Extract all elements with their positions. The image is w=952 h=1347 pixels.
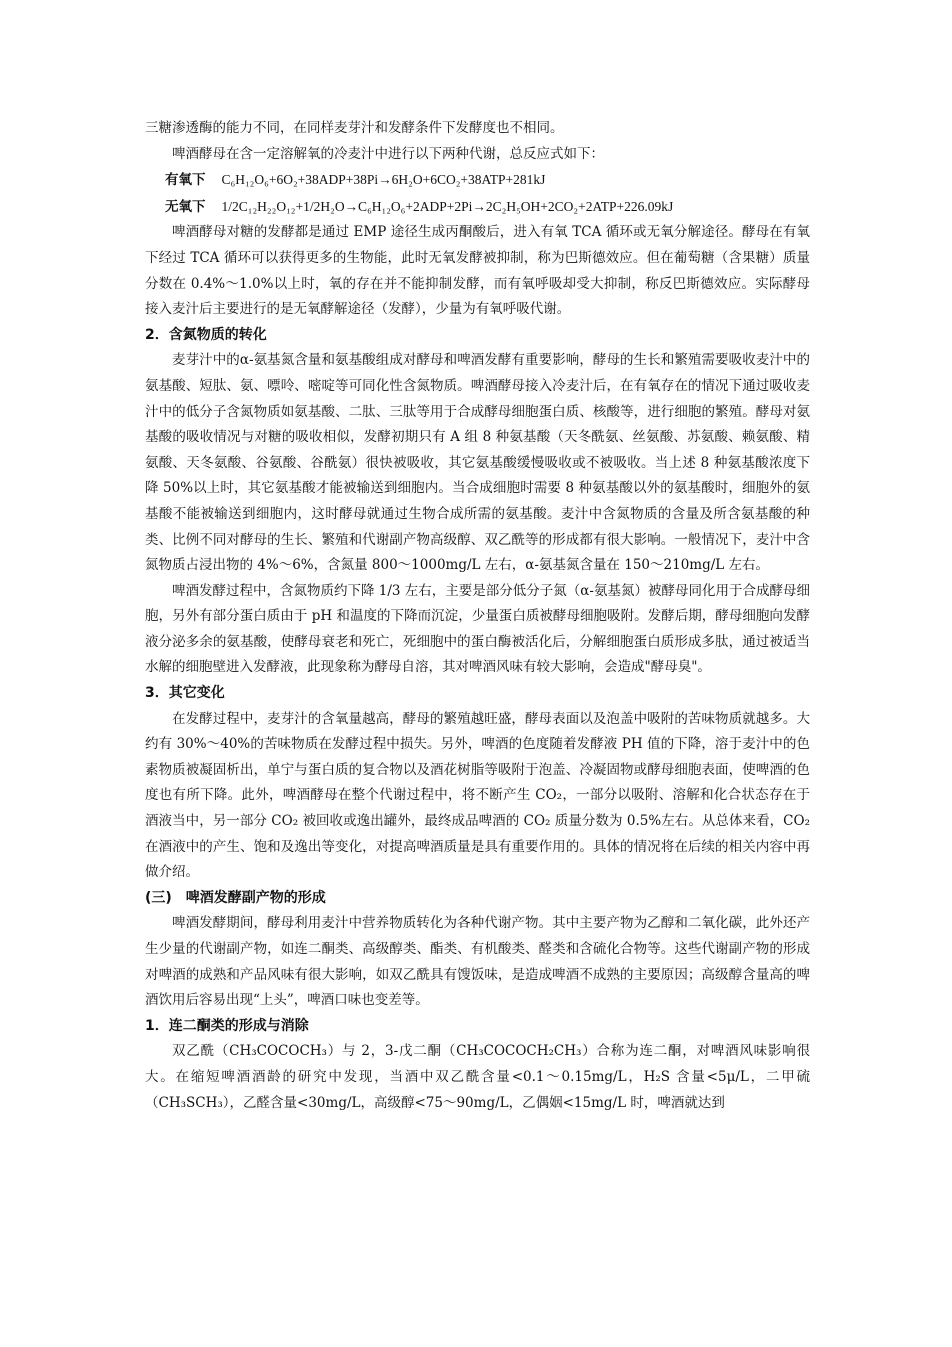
paragraph-emp: 啤酒酵母对糖的发酵都是通过 EMP 途径生成丙酮酸后，进入有氧 TCA 循环或无氧分解途径。酵母在有氧下经过 TCA 循环可以获得更多的生物能，此时无氧发酵被抑制，称为巴斯德效应。但在葡萄糖（含果糖）质量分数在 0.4%～1.0%以上时，氧的存在并不能抑制发酵，而有氧呼吸却受大抑制，称反巴斯德效应。实际酵母接入麦汁后主要进行的是无氧酵解途径（发酵），少量为有氧呼吸代谢。 bbox=[145, 224, 810, 318]
heading-diketone: 1．连二酮类的形成与消除 bbox=[145, 1017, 309, 1034]
equation-anaerobic-formula: 1/2C₁₂H₂₂O₁₂+1/2H₂O→C₆H₁₂O₆+2ADP+2Pi→2C₂H₅OH+2CO₂+2ATP+226.09kJ bbox=[221, 198, 674, 214]
equation-aerobic-formula: C₆H₁₂O₆+6O₂+38ADP+38Pi→6H₂O+6CO₂+38ATP+281kJ bbox=[221, 172, 546, 188]
equation-anaerobic-label: 无氧下 bbox=[165, 198, 206, 215]
paragraph-byproducts: 啤酒发酵期间，酵母利用麦汁中营养物质转化为各种代谢产物。其中主要产物为乙醇和二氧化碳，此外还产生少量的代谢副产物，如连二酮类、高级醇类、酯类、有机酸类、醛类和含硫化合物等。这些代谢副产物的形成对啤酒的成熟和产品风味有很大影响，如双乙酰具有馊饭味，是造成啤酒不成熟的主要原因；高级醇含量高的啤酒饮用后容易出现“上头”，啤酒口味也变差等。 bbox=[145, 915, 810, 1009]
paragraph-intro: 三糖渗透酶的能力不同，在同样麦芽汁和发酵条件下发酵度也不相同。 bbox=[145, 120, 564, 136]
equation-aerobic-label: 有氧下 bbox=[165, 172, 206, 189]
paragraph-reaction-lead: 啤酒酵母在含一定溶解氧的冷麦汁中进行以下两种代谢，总反应式如下： bbox=[172, 145, 604, 162]
heading-other-changes: 3．其它变化 bbox=[145, 685, 225, 702]
equation-aerobic bbox=[145, 167, 810, 194]
heading-nitrogen: 2．含氮物质的转化 bbox=[145, 326, 267, 343]
equation-anaerobic bbox=[145, 194, 810, 221]
paragraph-nitrogen-1: 麦芽汁中的α-氨基氮含量和氨基酸组成对酵母和啤酒发酵有重要影响，酵母的生长和繁殖需要吸收麦汁中的氨基酸、短肽、氨、嘌呤、嘧啶等可同化性含氮物质。啤酒酵母接入冷麦汁后，在有氧存在的情况下通过吸收麦汁中的低分子含氮物质如氨基酸、二肽、三肽等用于合成酵母细胞蛋白质、核酸等，进行细胞的繁殖。酵母对氨基酸的吸收情况与对糖的吸收相似，发酵初期只有 A 组 8 种氨基酸（天冬酰氨、丝氨酸、苏氨酸、赖氨酸、精氨酸、天冬氨酸、谷氨酸、谷酰氨）很快被吸收，其它氨基酸缓慢吸收或不被吸收。当上述 8 种氨基酸浓度下降 50%以上时，其它氨基酸才能被输送到细胞内。当合成细胞时需要 8 种氨基酸以外的氨基酸时，细胞外的氨基酸不能被输送到细胞内，这时酵母就通过生物合成所需的氨基酸。麦汁中含氮物质的含量及所含氨基酸的种类、比例不同对酵母的生长、繁殖和代谢副产物高级醇、双乙酰等的形成都有很大影响。一般情况下，麦汁中含氮物质占浸出物的 4%～6%，含氮量 800～1000mg/L 左右，α-氨基氮含量在 150～210mg/L 左右。 bbox=[145, 352, 810, 574]
paragraph-nitrogen-2: 啤酒发酵过程中，含氮物质约下降 1/3 左右，主要是部分低分子氮（α-氨基氮）被酵母同化用于合成酵母细胞，另外有部分蛋白质由于 pH 和温度的下降而沉淀，少量蛋白质被酵母细胞吸附。发酵后期，酵母细胞向发酵液分泌多余的氨基酸，使酵母衰老和死亡，死细胞中的蛋白酶被活化后，分解细胞蛋白质形成多肽，通过被适当水解的细胞壁进入发酵液，此现象称为酵母自溶，其对啤酒风味有较大影响，会造成"酵母臭"。 bbox=[145, 582, 810, 676]
heading-byproducts: (三) 啤酒发酵副产物的形成 bbox=[145, 889, 326, 906]
paragraph-diketone: 双乙酰（CH₃COCOCH₃）与 2，3-戊二酮（CH₃COCOCH₂CH₃）合称为连二酮，对啤酒风味影响很大。在缩短啤酒酒龄的研究中发现，当酒中双乙酰含量<0.1～0.15mg/L，H₂S 含量<5μ/L，二甲硫（CH₃SCH₃），乙醛含量<30mg/L，高级醇<75～90mg/L，乙偶姻<15mg/L 时，啤酒就达到 bbox=[145, 1043, 810, 1111]
paragraph-other-changes: 在发酵过程中，麦芽汁的含氧量越高，酵母的繁殖越旺盛，酵母表面以及泡盖中吸附的苦味物质就越多。大约有 30%～40%的苦味物质在发酵过程中损失。另外，啤酒的色度随着发酵液 PH 值的下降，溶于麦汁中的色素物质被凝固析出，单宁与蛋白质的复合物以及酒花树脂等吸附于泡盖、冷凝固物或酵母细胞表面，使啤酒的色度也有所下降。此外，啤酒酵母在整个代谢过程中，将不断产生 CO₂，一部分以吸附、溶解和化合状态存在于酒液当中，另一部分 CO₂ 被回收或逸出罐外，最终成品啤酒的 CO₂ 质量分数为 0.5%左右。从总体来看，CO₂ 在酒液中的产生、饱和及逸出等变化，对提高啤酒质量是具有重要作用的。具体的情况将在后续的相关内容中再做介绍。 bbox=[145, 710, 810, 881]
page-content bbox=[145, 116, 810, 1116]
